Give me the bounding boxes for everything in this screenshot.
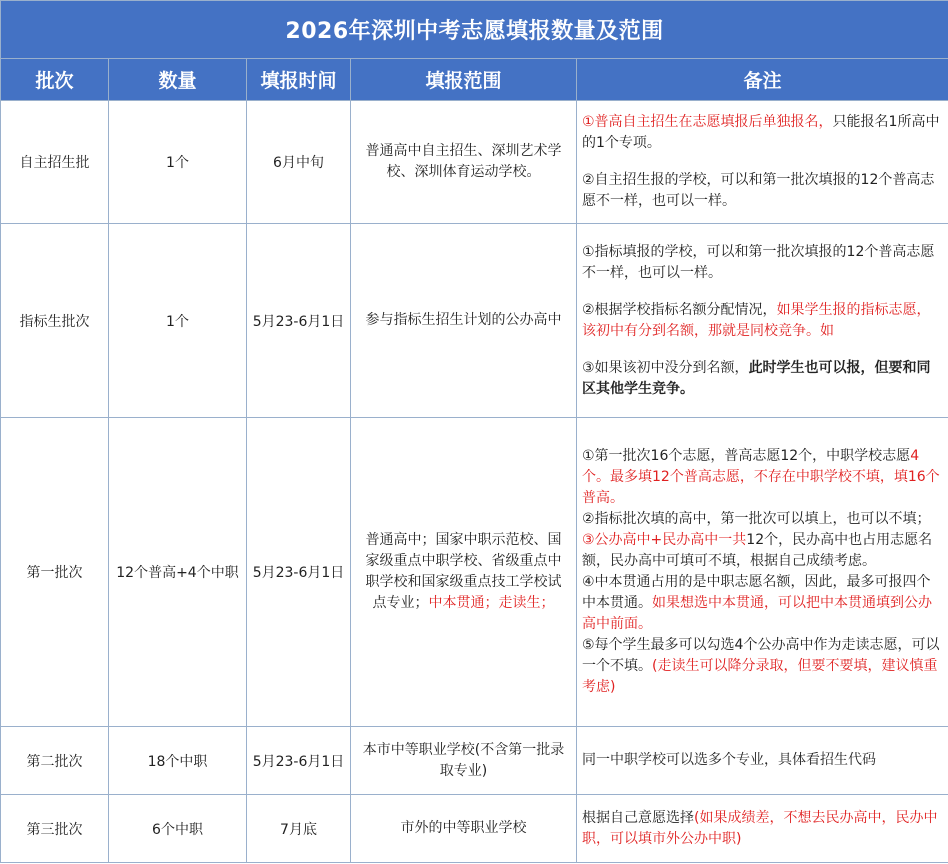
cell-range: 市外的中等职业学校 xyxy=(351,795,577,863)
cell-notes xyxy=(577,101,948,224)
note-item xyxy=(582,300,944,342)
cell-range: 普通高中自主招生、深圳艺术学校、深圳体育运动学校。 xyxy=(351,101,577,224)
cell-time: 5月23-6月1日 xyxy=(247,727,351,795)
note-item xyxy=(582,530,944,572)
cell-range xyxy=(351,418,577,727)
cell-time: 5月23-6月1日 xyxy=(247,224,351,418)
header-notes: 备注 xyxy=(577,59,948,101)
note-text: ②根据学校指标名额分配情况， xyxy=(582,301,777,318)
header-range: 填报范围 xyxy=(351,59,577,101)
note-red-text: ③公办高中+民办高中一共 xyxy=(582,532,747,548)
note-item xyxy=(582,635,944,698)
cell-count: 1个 xyxy=(109,101,247,224)
range-red-text: 中本贯通；走读生； xyxy=(428,595,555,611)
header-row xyxy=(1,59,948,101)
table-row xyxy=(1,101,948,224)
cell-time: 6月中旬 xyxy=(247,101,351,224)
cell-batch: 自主招生批 xyxy=(1,101,109,224)
range-text: 普通高中；国家中职示范校、国家级重点中职学校、省级重点中职学校和国家级重点技工学校试点专业； xyxy=(365,532,562,611)
table-title: 2026年深圳中考志愿填报数量及范围 xyxy=(1,1,948,59)
cell-notes: 同一中职学校可以选多个专业，具体看招生代码 xyxy=(577,727,948,795)
note-item: ①指标填报的学校，可以和第一批次填报的12个普高志愿不一样，也可以一样。 xyxy=(582,243,935,281)
note-text: ③如果该初中没分到名额， xyxy=(582,359,749,376)
table-row xyxy=(1,224,948,418)
cell-count: 12个普高+4个中职 xyxy=(109,418,247,727)
table-row xyxy=(1,418,948,727)
header-count: 数量 xyxy=(109,59,247,101)
cell-count: 1个 xyxy=(109,224,247,418)
note-text: ④中本贯通占用的是中职志愿名额，因此，最多可报四个中本贯通。 xyxy=(582,574,931,611)
cell-time: 5月23-6月1日 xyxy=(247,418,351,727)
table-row xyxy=(1,727,948,795)
note-red-text: 如果学生报的指标志愿，该初中有分到名额，那就是同校竞争。如 xyxy=(582,301,931,339)
note-text: 根据自己意愿选择 xyxy=(582,809,694,826)
note-red-text: 4个。最多填12个普高志愿，不存在中职学校不填，填16个普高。 xyxy=(582,448,940,506)
cell-time: 7月底 xyxy=(247,795,351,863)
cell-notes xyxy=(577,418,948,727)
table-row xyxy=(1,795,948,863)
header-batch: 批次 xyxy=(1,59,109,101)
note-red-text: ①普高自主招生在志愿填报后单独报名， xyxy=(582,114,833,130)
note-item xyxy=(582,446,944,509)
cell-batch: 指标生批次 xyxy=(1,224,109,418)
note-text: 12个，民办高中也占用志愿名额，民办高中可填可不填，根据自己成绩考虑。 xyxy=(582,532,933,569)
cell-range: 参与指标生招生计划的公办高中 xyxy=(351,224,577,418)
cell-batch: 第一批次 xyxy=(1,418,109,727)
cell-batch: 第二批次 xyxy=(1,727,109,795)
cell-range: 本市中等职业学校(不含第一批录取专业) xyxy=(351,727,577,795)
cell-notes xyxy=(577,224,948,418)
note-item xyxy=(582,358,944,400)
note-red-text: (如果成绩差，不想去民办高中，民办中职，可以填市外公办中职) xyxy=(582,809,938,847)
cell-notes xyxy=(577,795,948,863)
cell-batch: 第三批次 xyxy=(1,795,109,863)
note-text: ①第一批次16个志愿，普高志愿12个，中职学校志愿 xyxy=(582,448,911,464)
note-item xyxy=(582,112,944,154)
note-item xyxy=(582,572,944,635)
note-red-text: (走读生可以降分录取，但要不要填，建议慎重考虑) xyxy=(582,658,938,695)
note-text: ⑤每个学生最多可以勾选4个公办高中作为走读志愿，可以一个不填。 xyxy=(582,637,940,674)
header-time: 填报时间 xyxy=(247,59,351,101)
note-text: 只能报名1所高中的1个专项。 xyxy=(582,114,940,151)
note-bold-text: 此时学生也可以报，但要和同区其他学生竞争。 xyxy=(582,359,931,397)
cell-count: 18个中职 xyxy=(109,727,247,795)
note-red-text: 如果想选中本贯通，可以把中本贯通填到公办高中前面。 xyxy=(582,595,932,632)
cell-count: 6个中职 xyxy=(109,795,247,863)
note-item: ②指标批次填的高中，第一批次可以填上，也可以不填； xyxy=(582,511,931,527)
note-item: ②自主招生报的学校，可以和第一批次填报的12个普高志愿不一样，也可以一样。 xyxy=(582,172,935,209)
